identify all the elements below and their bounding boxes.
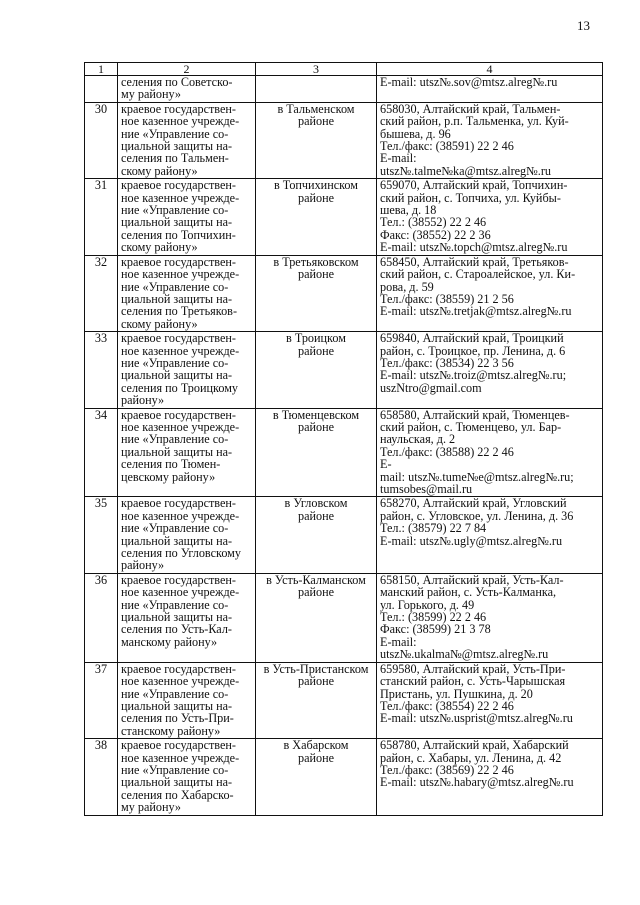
institution-name-line: краевое государствен- xyxy=(121,254,236,269)
contact-info-line: ский район, с. Топчиха, ул. Куйбы- xyxy=(380,190,561,205)
institution-name-line: селения по Третьяков- xyxy=(121,304,238,319)
district-line: в Третьяковском xyxy=(273,254,359,269)
institution-name-line: селения по Советско- xyxy=(121,75,233,89)
contact-info-line: станский район, с. Усть-Чарышская xyxy=(380,674,566,689)
contact-info-line: Тел.: (38599) 22 2 46 xyxy=(380,610,487,625)
institution-name-line: району» xyxy=(121,558,165,573)
institution-name-line: селения по Топчихин- xyxy=(121,227,236,242)
contact-info-line: Тел./факс: (38569) 22 2 46 xyxy=(380,762,514,777)
institution-name-line: ное казенное учрежде- xyxy=(121,585,240,600)
institutions-table xyxy=(84,62,603,816)
contact-info-line: район, с. Хабары, ул. Ленина, д. 42 xyxy=(380,750,562,765)
contact-info-line: E-mail: utsz№.habary@mtsz.alreg№.ru xyxy=(380,775,574,790)
district xyxy=(256,332,377,408)
district-line: районе xyxy=(297,419,335,434)
contact-info xyxy=(377,332,603,408)
institution-name-line: ное казенное учрежде- xyxy=(121,674,240,689)
table-row xyxy=(85,76,603,103)
column-number: 3 xyxy=(256,63,377,76)
contact-info-line: Тел./факс: (38559) 21 2 56 xyxy=(380,291,514,306)
contact-info-line: Тел./факс: (38588) 22 2 46 xyxy=(380,444,514,459)
district xyxy=(256,179,377,255)
contact-info-line: utsz№.ukalma№@mtsz.alreg№.ru xyxy=(380,647,549,662)
institution-name-line: селения по Хабарско- xyxy=(121,787,234,802)
institution-name-line: селения по Усть-Кал- xyxy=(121,622,232,637)
institution-name-line: ное казенное учрежде- xyxy=(121,750,240,765)
institution-name-line: ние «Управление со- xyxy=(121,432,229,447)
district xyxy=(256,573,377,662)
row-number: 34 xyxy=(85,408,118,497)
institution-name-line: краевое государствен- xyxy=(121,407,236,422)
column-number: 4 xyxy=(377,63,603,76)
table-row xyxy=(85,408,603,497)
contact-info-line: Пристань, ул. Пушкина, д. 20 xyxy=(380,686,533,701)
contact-info-line: 658580, Алтайский край, Тюменцев- xyxy=(380,407,570,422)
institution-name xyxy=(118,332,256,408)
contact-info-line: наульская, д. 2 xyxy=(380,432,456,447)
contact-info-line: ский район, р.п. Тальменка, ул. Куй- xyxy=(380,114,569,129)
institution-name-line: скому району» xyxy=(121,316,198,331)
district-line: в Усть-Пристанском xyxy=(263,661,369,676)
contact-info-line: манский район, с. Усть-Калманка, xyxy=(380,585,557,600)
contact-info-line: 658150, Алтайский край, Усть-Кал- xyxy=(380,572,564,587)
contact-info-line: Факс: (38552) 22 2 36 xyxy=(380,227,491,242)
contact-info xyxy=(377,102,603,178)
district-line: районе xyxy=(297,750,335,765)
district-line: районе xyxy=(297,267,335,282)
contact-info xyxy=(377,739,603,815)
institution-name-line: ние «Управление со- xyxy=(121,521,229,536)
district-line: в Топчихинском xyxy=(273,178,359,193)
contact-info-line: E-mail: utsz№.topch@mtsz.alreg№.ru xyxy=(380,240,568,255)
contact-info-line: uszNtro@gmail.com xyxy=(380,380,482,395)
district-line: в Усть-Калманском xyxy=(266,572,366,587)
row-number: 30 xyxy=(85,102,118,178)
contact-info-line: рова, д. 59 xyxy=(380,279,434,294)
institution-name-line: скому району» xyxy=(121,163,198,178)
page-number: 13 xyxy=(577,18,590,33)
contact-info-line: бышева, д. 96 xyxy=(380,126,451,141)
institution-name-line: циальной защиты на- xyxy=(121,775,233,790)
institution-name-line: ние «Управление со- xyxy=(121,762,229,777)
contact-info-line: utsz№.talme№ka@mtsz.alreg№.ru xyxy=(380,163,551,178)
row-number: 33 xyxy=(85,332,118,408)
table-row xyxy=(85,179,603,255)
institution-name-line: му району» xyxy=(121,800,181,815)
institution-name xyxy=(118,497,256,573)
institution-name-line: ние «Управление со- xyxy=(121,279,229,294)
institution-name xyxy=(118,255,256,331)
contact-info xyxy=(377,179,603,255)
institution-name-line: ное казенное учрежде- xyxy=(121,114,240,129)
table-row xyxy=(85,332,603,408)
contact-info-line: 659580, Алтайский край, Усть-При- xyxy=(380,661,566,676)
institution-name-line: краевое государствен- xyxy=(121,572,236,587)
institution-name-line: селения по Тюмен- xyxy=(121,457,221,472)
row-number: 31 xyxy=(85,179,118,255)
district-line: районе xyxy=(297,585,335,600)
institution-name xyxy=(118,76,256,103)
institution-name-line: ние «Управление со- xyxy=(121,126,229,141)
contact-info-line: 659070, Алтайский край, Топчихин- xyxy=(380,178,568,193)
institution-name-line: селения по Тальмен- xyxy=(121,151,229,166)
contact-info-line: mail: utsz№.tume№e@mtsz.alreg№.ru; xyxy=(380,469,574,484)
institution-name xyxy=(118,739,256,815)
contact-info-line: E-mail: xyxy=(380,634,417,649)
contact-info-line: Факс: (38599) 21 3 78 xyxy=(380,622,491,637)
contact-info-line: район, с. Угловское, ул. Ленина, д. 36 xyxy=(380,508,574,523)
institution-name-line: краевое государствен- xyxy=(121,101,236,116)
table-row xyxy=(85,255,603,331)
institution-name xyxy=(118,662,256,738)
district xyxy=(256,497,377,573)
institution-name-line: циальной защиты на- xyxy=(121,139,233,154)
contact-info-line: район, с. Троицкое, пр. Ленина, д. 6 xyxy=(380,343,566,358)
contact-info-line: Тел./факс: (38591) 22 2 46 xyxy=(380,139,514,154)
district-line: районе xyxy=(297,508,335,523)
contact-info-line: ский район, с. Тюменцево, ул. Бар- xyxy=(380,419,562,434)
column-number-row xyxy=(85,63,603,76)
institution-name xyxy=(118,408,256,497)
institution-name xyxy=(118,102,256,178)
district-line: в Хабарском xyxy=(283,738,349,753)
institution-name-line: ние «Управление со- xyxy=(121,686,229,701)
row-number: 36 xyxy=(85,573,118,662)
row-number: 38 xyxy=(85,739,118,815)
institution-name-line: цевскому району» xyxy=(121,469,216,484)
contact-info-line: E-mail: utsz№.sov@mtsz.alreg№.ru xyxy=(380,75,558,89)
row-number xyxy=(85,76,118,103)
institution-name-line: ное казенное учрежде- xyxy=(121,419,240,434)
institution-name-line: станскому району» xyxy=(121,723,221,738)
institution-name-line: циальной защиты на- xyxy=(121,698,233,713)
institution-name-line: циальной защиты на- xyxy=(121,533,233,548)
institution-name-line: манскому району» xyxy=(121,634,218,649)
institution-name-line: циальной защиты на- xyxy=(121,368,233,383)
table-row xyxy=(85,739,603,815)
institution-name-line: ное казенное учрежде- xyxy=(121,267,240,282)
contact-info-line: tumsobes@mail.ru xyxy=(380,482,473,496)
contact-info xyxy=(377,76,603,103)
contact-info-line: E-mail: xyxy=(380,151,417,166)
institution-name-line: ное казенное учрежде- xyxy=(121,190,240,205)
institution-name-line: ное казенное учрежде- xyxy=(121,343,240,358)
contact-info xyxy=(377,255,603,331)
district xyxy=(256,255,377,331)
district xyxy=(256,76,377,103)
district-line: в Угловском xyxy=(284,496,348,511)
institution-name-line: краевое государствен- xyxy=(121,331,236,346)
institution-name-line: ние «Управление со- xyxy=(121,355,229,370)
table-row xyxy=(85,102,603,178)
contact-info-line: Тел./факс: (38554) 22 2 46 xyxy=(380,698,514,713)
institution-name-line: циальной защиты на- xyxy=(121,215,233,230)
district-line: районе xyxy=(297,343,335,358)
institution-name-line: циальной защиты на- xyxy=(121,444,233,459)
district-line: в Тальменском xyxy=(277,101,355,116)
table-row xyxy=(85,573,603,662)
district xyxy=(256,102,377,178)
institution-name-line: краевое государствен- xyxy=(121,178,236,193)
contact-info-line: Тел.: (38579) 22 7 84 xyxy=(380,521,487,536)
institution-name-line: циальной защиты на- xyxy=(121,291,233,306)
table-row xyxy=(85,662,603,738)
institution-name-line: краевое государствен- xyxy=(121,661,236,676)
contact-info xyxy=(377,573,603,662)
contact-info-line: 658270, Алтайский край, Угловский xyxy=(380,496,567,511)
row-number: 37 xyxy=(85,662,118,738)
row-number: 32 xyxy=(85,255,118,331)
institution-name-line: ние «Управление со- xyxy=(121,597,229,612)
contact-info-line: 658030, Алтайский край, Тальмен- xyxy=(380,101,561,116)
contact-info-line: E- xyxy=(380,457,392,472)
institution-name-line: му району» xyxy=(121,87,181,102)
institution-name-line: селения по Угловскому xyxy=(121,546,241,561)
column-number: 1 xyxy=(85,63,118,76)
contact-info-line: ул. Горького, д. 49 xyxy=(380,597,475,612)
contact-info-line: Тел./факс: (38534) 22 3 56 xyxy=(380,355,514,370)
institution-name xyxy=(118,179,256,255)
column-number: 2 xyxy=(118,63,256,76)
institution-name-line: краевое государствен- xyxy=(121,496,236,511)
contact-info-line: 658450, Алтайский край, Третьяков- xyxy=(380,254,569,269)
institution-name-line: ние «Управление со- xyxy=(121,203,229,218)
institution-name-line: циальной защиты на- xyxy=(121,610,233,625)
district xyxy=(256,662,377,738)
contact-info-line: шева, д. 18 xyxy=(380,203,437,218)
district-line: районе xyxy=(297,190,335,205)
institution-name-line: селения по Усть-При- xyxy=(121,711,234,726)
institution-name-line: скому району» xyxy=(121,240,198,255)
contact-info-line: Тел.: (38552) 22 2 46 xyxy=(380,215,487,230)
contact-info-line: E-mail: utsz№.ugly@mtsz.alreg№.ru xyxy=(380,533,563,548)
row-number: 35 xyxy=(85,497,118,573)
contact-info-line: ский район, с. Староалейское, ул. Ки- xyxy=(380,267,576,282)
institution-name-line: селения по Троицкому xyxy=(121,380,238,395)
district xyxy=(256,739,377,815)
contact-info-line: E-mail: utsz№.troiz@mtsz.alreg№.ru; xyxy=(380,368,567,383)
institution-name-line: району» xyxy=(121,393,165,408)
contact-info-line: E-mail: utsz№.usprist@mtsz.alreg№.ru xyxy=(380,711,573,726)
district-line: районе xyxy=(297,674,335,689)
institution-name-line: ное казенное учрежде- xyxy=(121,508,240,523)
contact-info xyxy=(377,408,603,497)
table-row xyxy=(85,497,603,573)
contact-info xyxy=(377,662,603,738)
district-line: районе xyxy=(297,114,335,129)
institution-name-line: краевое государствен- xyxy=(121,738,236,753)
district xyxy=(256,408,377,497)
district-line: в Тюменцевском xyxy=(272,407,360,422)
contact-info-line: 658780, Алтайский край, Хабарский xyxy=(380,738,569,753)
contact-info-line: E-mail: utsz№.tretjak@mtsz.alreg№.ru xyxy=(380,304,572,319)
contact-info-line: 659840, Алтайский край, Троицкий xyxy=(380,331,564,346)
district-line: в Троицком xyxy=(286,331,346,346)
institution-name xyxy=(118,573,256,662)
contact-info xyxy=(377,497,603,573)
